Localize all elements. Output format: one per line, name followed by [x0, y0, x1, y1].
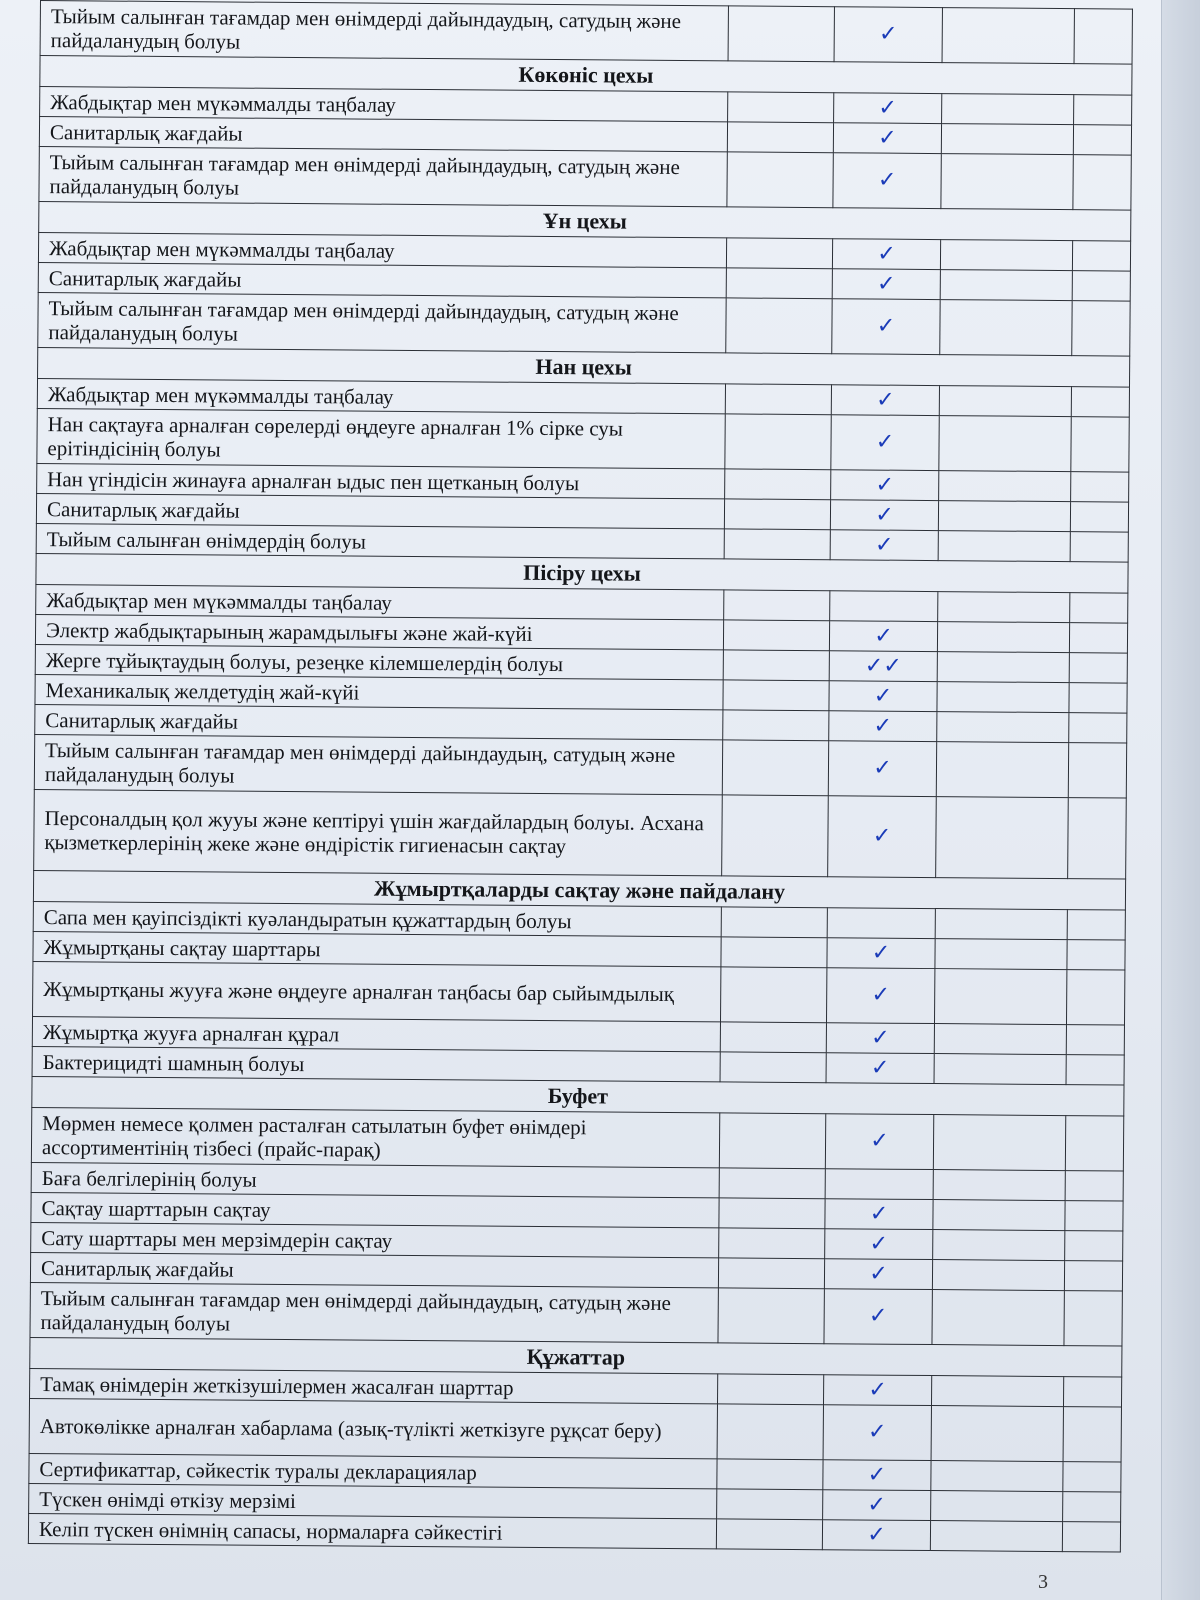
empty-cell	[934, 969, 1066, 1025]
checkmark-cell: ✓	[826, 1053, 934, 1084]
empty-cell	[716, 1519, 822, 1550]
empty-cell	[1065, 1116, 1123, 1171]
row-description: Автокөлікке арналған хабарлама (азық-түлікті жеткізуге рұқсат беру)	[29, 1398, 717, 1458]
empty-cell	[719, 1168, 825, 1199]
row-description: Жұмыртқаны жууға және өңдеуге арналған таңбасы бар сыйымдылық	[33, 961, 721, 1021]
empty-cell	[724, 590, 830, 621]
empty-cell	[938, 501, 1070, 532]
row-description: Жабдықтар мен мүкәммалды таңбалау	[38, 232, 726, 267]
checkmark-cell: ✓	[825, 1114, 933, 1170]
empty-cell	[1064, 1261, 1122, 1291]
checkmark-cell: ✓	[834, 7, 942, 63]
row-description: Сертификаттар, сәйкестік туралы декларациялар	[29, 1453, 717, 1488]
empty-cell	[722, 795, 829, 877]
row-description: Түскен өнімді өткізу мерзімі	[29, 1483, 717, 1518]
empty-cell	[933, 1115, 1065, 1171]
empty-cell	[719, 1198, 825, 1229]
checkmark-cell: ✓	[830, 500, 938, 531]
empty-cell	[1067, 940, 1125, 970]
empty-cell	[728, 6, 834, 62]
empty-cell	[1065, 1171, 1123, 1201]
row-description: Тыйым салынған тағамдар мен өнімдерді дайындаудың, сатудың және пайдаланудың болуы	[30, 1282, 718, 1342]
empty-cell	[1068, 798, 1127, 879]
empty-cell	[936, 742, 1068, 798]
row-description: Персоналдың қол жууы және кептіруі үшін жағдайлардың болуы. Асхана қызметкерлерінің жеке және өндірістік гигиенасын сақтау	[34, 789, 723, 875]
empty-cell	[1069, 623, 1127, 653]
checkmark-cell	[827, 908, 935, 939]
empty-cell	[1074, 9, 1132, 64]
checkmark-cell: ✓	[832, 239, 940, 270]
section-title: Нан цехы	[38, 347, 1130, 387]
empty-cell	[1070, 532, 1128, 562]
checkmark-cell: ✓	[823, 1405, 931, 1461]
section-title: Жұмыртқаларды сақтау және пайдалану	[33, 870, 1125, 910]
row-description: Механикалық желдетудің жай-күйі	[35, 674, 723, 709]
checkmark-cell: ✓	[833, 123, 941, 154]
empty-cell	[1072, 301, 1130, 356]
checklist-row	[33, 961, 1125, 1025]
row-description: Сапа мен қауіпсіздікті куәландыратын құжаттардың болуы	[33, 901, 721, 936]
empty-cell	[940, 300, 1072, 356]
empty-cell	[1063, 1462, 1121, 1492]
empty-cell	[1066, 1055, 1124, 1085]
empty-cell	[1071, 417, 1129, 472]
checkmark-cell: ✓	[831, 470, 939, 501]
empty-cell	[719, 1228, 825, 1259]
checklist-row	[39, 146, 1131, 210]
empty-cell	[936, 797, 1069, 879]
row-description: Сақтау шарттарын сақтау	[31, 1192, 719, 1227]
empty-cell	[726, 298, 832, 354]
checkmark-cell: ✓	[829, 711, 937, 742]
empty-cell	[932, 1290, 1064, 1346]
empty-cell	[721, 937, 827, 968]
empty-cell	[938, 592, 1070, 623]
row-description: Санитарлық жағдайы	[36, 493, 724, 528]
row-description: Тыйым салынған тағамдар мен өнімдерді дайындаудың, сатудың және пайдаланудың болуы	[40, 1, 728, 61]
checklist-sheet	[28, 0, 1140, 1553]
empty-cell	[1073, 155, 1131, 210]
empty-cell	[939, 416, 1071, 472]
row-description: Тыйым салынған тағамдар мен өнімдерді дайындаудың, сатудың және пайдаланудың болуы	[39, 146, 727, 206]
empty-cell	[717, 1459, 823, 1490]
empty-cell	[718, 1288, 824, 1344]
empty-cell	[1066, 1025, 1124, 1055]
empty-cell	[727, 122, 833, 153]
empty-cell	[934, 1054, 1066, 1085]
row-description: Баға белгілерінің болуы	[31, 1162, 719, 1197]
row-description: Нан үгіндісін жинауға арналған ыдыс пен щетканың болуы	[37, 463, 725, 498]
row-description: Мөрмен немесе қолмен расталған сатылатын буфет өнімдері ассортиментінің тізбесі (прайс-парақ)	[31, 1107, 719, 1167]
empty-cell	[930, 1521, 1062, 1552]
checklist-row	[34, 789, 1127, 879]
section-title: Ұн цехы	[39, 201, 1131, 241]
checklist-row	[30, 1282, 1122, 1346]
empty-cell	[939, 471, 1071, 502]
row-description: Жабдықтар мен мүкәммалды таңбалау	[36, 584, 724, 619]
empty-cell	[720, 1022, 826, 1053]
empty-cell	[937, 652, 1069, 683]
empty-cell	[723, 680, 829, 711]
section-title: Құжаттар	[30, 1337, 1122, 1377]
checkmark-cell: ✓	[824, 1259, 932, 1290]
checklist-row	[31, 1107, 1123, 1171]
section-title: Буфет	[32, 1076, 1124, 1116]
checklist-row	[29, 1398, 1121, 1462]
checkmark-cell: ✓	[831, 385, 939, 416]
row-description: Жұмыртқа жууға арналған құрал	[32, 1016, 720, 1051]
empty-cell	[1070, 593, 1128, 623]
empty-cell	[723, 650, 829, 681]
empty-cell	[931, 1406, 1063, 1462]
empty-cell	[933, 1170, 1065, 1201]
checkmark-cell: ✓	[823, 1460, 931, 1491]
empty-cell	[1072, 241, 1130, 271]
checkmark-cell: ✓	[828, 741, 936, 797]
empty-cell	[941, 124, 1073, 155]
empty-cell	[931, 1491, 1063, 1522]
empty-cell	[939, 386, 1071, 417]
empty-cell	[718, 1258, 824, 1289]
empty-cell	[1070, 502, 1128, 532]
empty-cell	[1067, 910, 1125, 940]
empty-cell	[727, 152, 833, 208]
checkmark-cell: ✓	[834, 93, 942, 124]
checkmark-cell: ✓	[823, 1375, 931, 1406]
checklist-body	[28, 1, 1132, 1553]
empty-cell	[1065, 1231, 1123, 1261]
empty-cell	[717, 1374, 823, 1405]
empty-cell	[931, 1461, 1063, 1492]
empty-cell	[935, 909, 1067, 940]
section-title: Пісіру цехы	[36, 553, 1128, 593]
empty-cell	[1072, 271, 1130, 301]
row-description: Жерге тұйықтаудың болуы, резеңке кілемшелердің болуы	[35, 644, 723, 679]
empty-cell	[1062, 1522, 1120, 1552]
empty-cell	[723, 710, 829, 741]
checkmark-cell: ✓	[829, 621, 937, 652]
row-description: Электр жабдықтарының жарамдылығы және жай-күйі	[35, 614, 723, 649]
empty-cell	[1066, 970, 1124, 1025]
checkmark-cell: ✓	[830, 530, 938, 561]
empty-cell	[935, 939, 1067, 970]
empty-cell	[937, 682, 1069, 713]
empty-cell	[942, 94, 1074, 125]
checkmark-cell: ✓	[827, 938, 935, 969]
empty-cell	[942, 8, 1074, 64]
empty-cell	[717, 1489, 823, 1520]
empty-cell	[941, 154, 1073, 210]
checkmark-cell: ✓	[824, 1289, 932, 1345]
checkmark-cell: ✓	[832, 299, 940, 355]
row-description: Нан сақтауға арналған сөрелерді өңдеуге арналған 1% сірке суы ерітіндісінің болуы	[37, 408, 725, 468]
checkmark-cell: ✓	[823, 1490, 931, 1521]
row-description: Тыйым салынған тағамдар мен өнімдерді дайындаудың, сатудың және пайдаланудың болуы	[34, 734, 722, 794]
checkmark-cell: ✓	[822, 1520, 930, 1551]
empty-cell	[1063, 1492, 1121, 1522]
checklist-row	[34, 734, 1126, 798]
checklist-table	[28, 0, 1133, 1553]
row-description: Санитарлық жағдайы	[35, 704, 723, 739]
row-description: Тыйым салынған тағамдар мен өнімдерді дайындаудың, сатудың және пайдаланудың болуы	[38, 292, 726, 352]
checkmark-cell: ✓	[833, 153, 941, 209]
empty-cell	[940, 240, 1072, 271]
empty-cell	[1065, 1201, 1123, 1231]
page-edge	[1161, 0, 1200, 1600]
checklist-row	[40, 1, 1132, 65]
empty-cell	[1068, 743, 1126, 798]
empty-cell	[1069, 653, 1127, 683]
empty-cell	[719, 1113, 825, 1169]
empty-cell	[933, 1200, 1065, 1231]
row-description: Тыйым салынған өнімдердің болуы	[36, 523, 724, 558]
checkmark-cell: ✓	[825, 1229, 933, 1260]
empty-cell	[1069, 713, 1127, 743]
empty-cell	[723, 620, 829, 651]
row-description: Санитарлық жағдайы	[30, 1252, 718, 1287]
checkmark-cell: ✓	[826, 968, 934, 1024]
empty-cell	[1071, 387, 1129, 417]
empty-cell	[724, 499, 830, 530]
row-description: Бактерицидті шамның болуы	[32, 1046, 720, 1081]
checkmark-cell: ✓	[828, 796, 937, 878]
checkmark-cell	[825, 1169, 933, 1200]
checkmark-cell: ✓	[829, 681, 937, 712]
empty-cell	[720, 967, 826, 1023]
empty-cell	[934, 1024, 1066, 1055]
empty-cell	[720, 1052, 826, 1083]
checklist-row	[37, 408, 1129, 472]
empty-cell	[726, 268, 832, 299]
checklist-row	[38, 292, 1130, 356]
empty-cell	[726, 238, 832, 269]
empty-cell	[724, 529, 830, 560]
checkmark-cell: ✓	[831, 415, 939, 471]
row-description: Тамақ өнімдерін жеткізушілермен жасалған шарттар	[30, 1368, 718, 1403]
empty-cell	[940, 270, 1072, 301]
row-description: Санитарлық жағдайы	[38, 262, 726, 297]
empty-cell	[728, 92, 834, 123]
empty-cell	[1071, 472, 1129, 502]
row-description: Жабдықтар мен мүкәммалды таңбалау	[40, 87, 728, 122]
empty-cell	[933, 1230, 1065, 1261]
checkmark-cell: ✓	[825, 1199, 933, 1230]
empty-cell	[722, 740, 828, 796]
empty-cell	[725, 414, 831, 470]
empty-cell	[937, 622, 1069, 653]
empty-cell	[721, 907, 827, 938]
section-title: Көкөніс цехы	[40, 56, 1132, 96]
empty-cell	[938, 531, 1070, 562]
empty-cell	[717, 1404, 823, 1460]
empty-cell	[932, 1260, 1064, 1291]
checkmark-cell: ✓✓	[829, 651, 937, 682]
empty-cell	[1063, 1377, 1121, 1407]
row-description: Жұмыртқаны сақтау шарттары	[33, 931, 721, 966]
empty-cell	[725, 469, 831, 500]
row-description: Сату шарттары мен мерзімдерін сақтау	[31, 1222, 719, 1257]
checkmark-cell: ✓	[832, 269, 940, 300]
empty-cell	[937, 712, 1069, 743]
row-description: Жабдықтар мен мүкәммалды таңбалау	[37, 378, 725, 413]
checkmark-cell	[830, 591, 938, 622]
page-number: 3	[1038, 1571, 1048, 1593]
checkmark-cell: ✓	[826, 1023, 934, 1054]
row-description: Санитарлық жағдайы	[39, 117, 727, 152]
empty-cell	[931, 1376, 1063, 1407]
empty-cell	[1063, 1407, 1121, 1462]
empty-cell	[1073, 125, 1131, 155]
empty-cell	[1074, 95, 1132, 125]
empty-cell	[1069, 683, 1127, 713]
empty-cell	[725, 384, 831, 415]
empty-cell	[1064, 1291, 1122, 1346]
row-description: Келіп түскен өнімнің сапасы, нормаларға сәйкестігі	[28, 1513, 716, 1548]
